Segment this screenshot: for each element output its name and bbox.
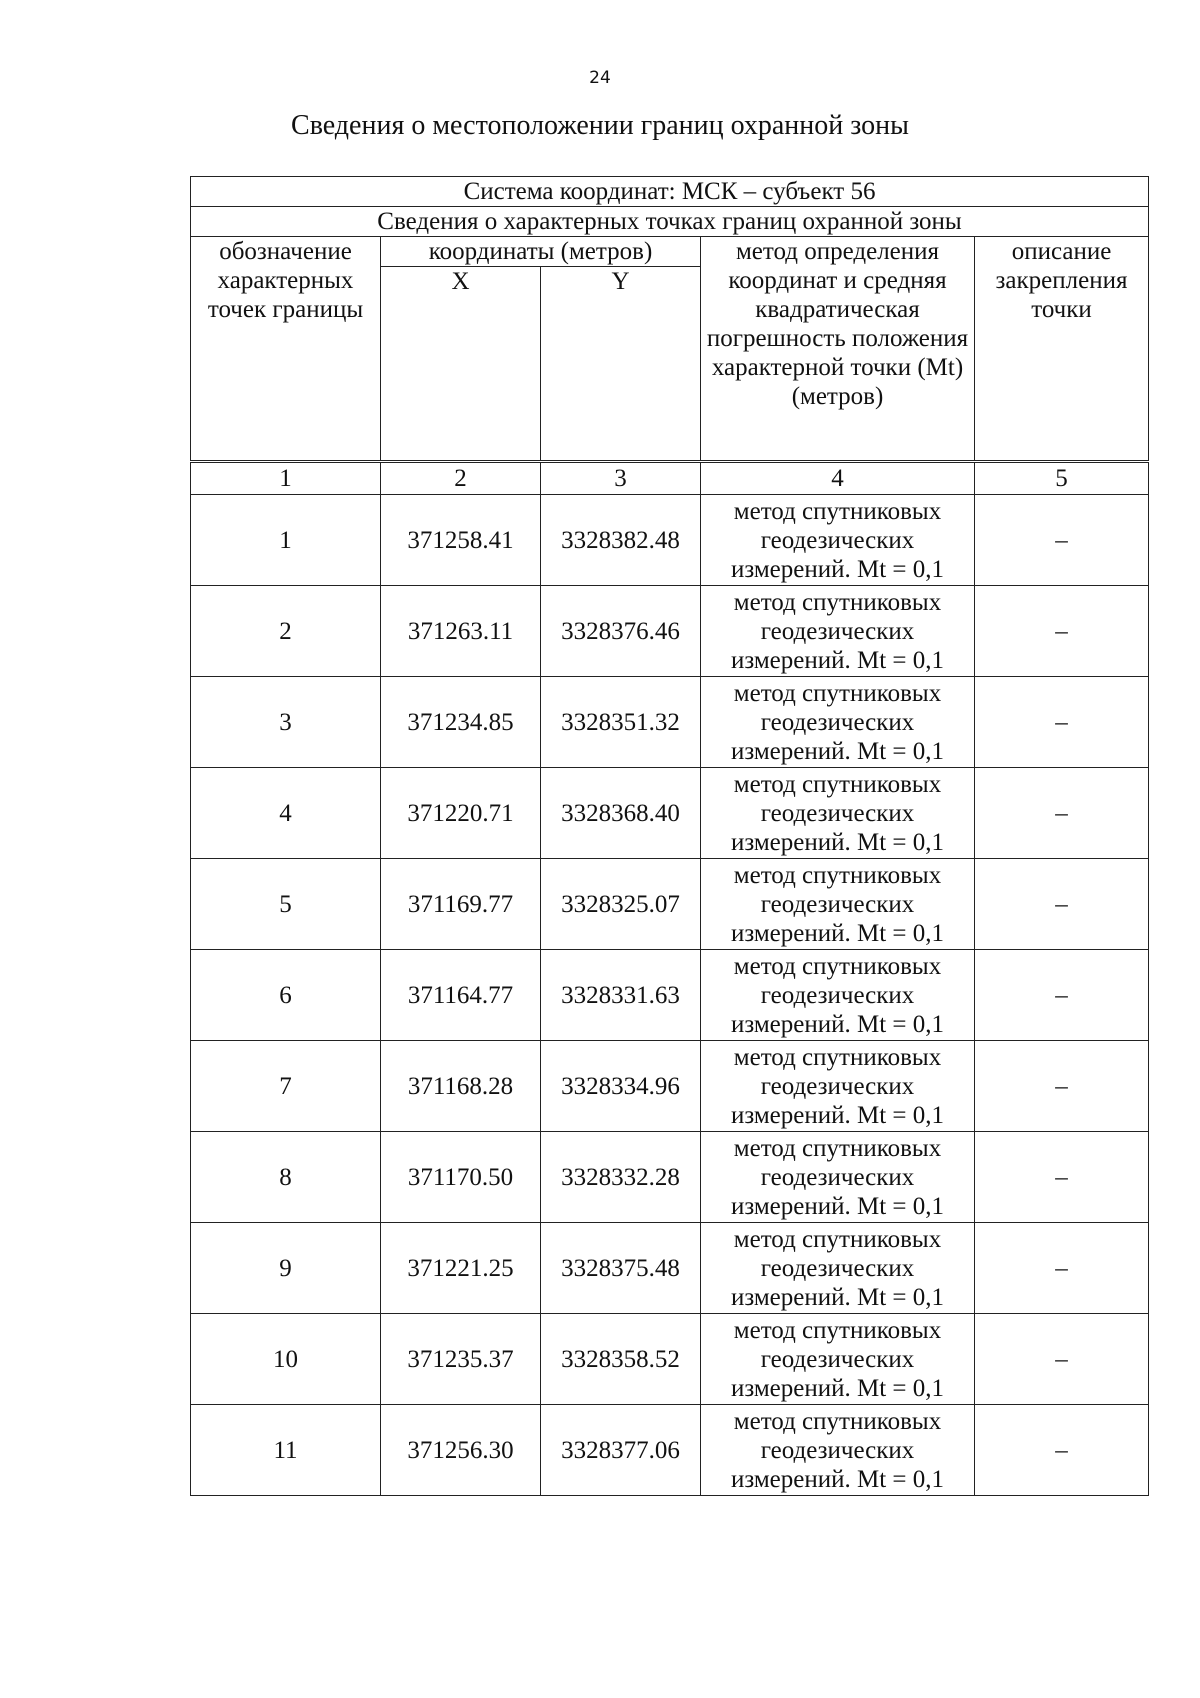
x-coordinate-cell: 371164.77 [381,950,541,1041]
method-cell: метод спутниковых геодезических измерений. Mt = 0,1 [701,495,975,586]
point-description-cell: – [975,1405,1149,1496]
method-cell: метод спутниковых геодезических измерений. Mt = 0,1 [701,586,975,677]
table-row [191,586,1149,677]
x-coordinate-cell: 371221.25 [381,1223,541,1314]
document-title: Сведения о местоположении границ охранной зоны [291,110,909,141]
point-number-cell: 5 [191,859,381,950]
point-number-cell: 1 [191,495,381,586]
y-coordinate-cell: 3328358.52 [541,1314,701,1405]
y-coordinate-cell: 3328382.48 [541,495,701,586]
x-coordinate-cell: 371256.30 [381,1405,541,1496]
y-coordinate-cell: 3328377.06 [541,1405,701,1496]
y-coordinate-cell: 3328351.32 [541,677,701,768]
point-description-cell: – [975,1314,1149,1405]
header-point-designation: обозначение характерных точек границы [191,237,381,462]
header-method: метод определения координат и средняя квадратическая погрешность положения характерной точки (Mt) (метров) [701,237,975,462]
header-row-1 [191,237,1149,267]
header-y: Y [541,267,701,462]
x-coordinate-cell: 371169.77 [381,859,541,950]
table-row [191,1132,1149,1223]
point-description-cell: – [975,1132,1149,1223]
header-x: X [381,267,541,462]
page-number: 24 [589,68,611,88]
table-row [191,495,1149,586]
method-cell: метод спутниковых геодезических измерений. Mt = 0,1 [701,859,975,950]
point-description-cell: – [975,586,1149,677]
point-description-cell: – [975,1223,1149,1314]
column-number: 4 [701,462,975,495]
table-row [191,1041,1149,1132]
column-number: 3 [541,462,701,495]
column-numbers-row [191,462,1149,495]
table-row [191,677,1149,768]
point-description-cell: – [975,859,1149,950]
point-description-cell: – [975,950,1149,1041]
x-coordinate-cell: 371235.37 [381,1314,541,1405]
column-number: 2 [381,462,541,495]
column-number: 5 [975,462,1149,495]
table-body [191,177,1149,1496]
y-coordinate-cell: 3328325.07 [541,859,701,950]
table-row [191,859,1149,950]
point-description-cell: – [975,768,1149,859]
point-number-cell: 10 [191,1314,381,1405]
boundary-points-table [190,176,1149,1496]
method-cell: метод спутниковых геодезических измерений. Mt = 0,1 [701,1405,975,1496]
y-coordinate-cell: 3328332.28 [541,1132,701,1223]
x-coordinate-cell: 371170.50 [381,1132,541,1223]
header-description: описание закрепления точки [975,237,1149,462]
method-cell: метод спутниковых геодезических измерений. Mt = 0,1 [701,1314,975,1405]
method-cell: метод спутниковых геодезических измерений. Mt = 0,1 [701,768,975,859]
point-number-cell: 11 [191,1405,381,1496]
method-cell: метод спутниковых геодезических измерений. Mt = 0,1 [701,677,975,768]
point-number-cell: 2 [191,586,381,677]
table-row [191,768,1149,859]
point-number-cell: 3 [191,677,381,768]
section-row [191,207,1149,237]
point-number-cell: 4 [191,768,381,859]
table-row [191,1314,1149,1405]
point-description-cell: – [975,495,1149,586]
y-coordinate-cell: 3328376.46 [541,586,701,677]
x-coordinate-cell: 371263.11 [381,586,541,677]
system-row [191,177,1149,207]
point-number-cell: 9 [191,1223,381,1314]
y-coordinate-cell: 3328375.48 [541,1223,701,1314]
point-number-cell: 7 [191,1041,381,1132]
column-number: 1 [191,462,381,495]
x-coordinate-cell: 371258.41 [381,495,541,586]
x-coordinate-cell: 371220.71 [381,768,541,859]
x-coordinate-cell: 371168.28 [381,1041,541,1132]
header-coordinates: координаты (метров) [381,237,701,267]
x-coordinate-cell: 371234.85 [381,677,541,768]
table-row [191,1223,1149,1314]
section-title-cell: Сведения о характерных точках границ охранной зоны [191,207,1149,237]
point-description-cell: – [975,677,1149,768]
method-cell: метод спутниковых геодезических измерений. Mt = 0,1 [701,1132,975,1223]
point-number-cell: 8 [191,1132,381,1223]
method-cell: метод спутниковых геодезических измерений. Mt = 0,1 [701,1041,975,1132]
table-row [191,950,1149,1041]
y-coordinate-cell: 3328368.40 [541,768,701,859]
point-description-cell: – [975,1041,1149,1132]
point-number-cell: 6 [191,950,381,1041]
method-cell: метод спутниковых геодезических измерений. Mt = 0,1 [701,950,975,1041]
y-coordinate-cell: 3328334.96 [541,1041,701,1132]
coordinate-system-cell: Система координат: МСК – субъект 56 [191,177,1149,207]
method-cell: метод спутниковых геодезических измерений. Mt = 0,1 [701,1223,975,1314]
table-row [191,1405,1149,1496]
y-coordinate-cell: 3328331.63 [541,950,701,1041]
